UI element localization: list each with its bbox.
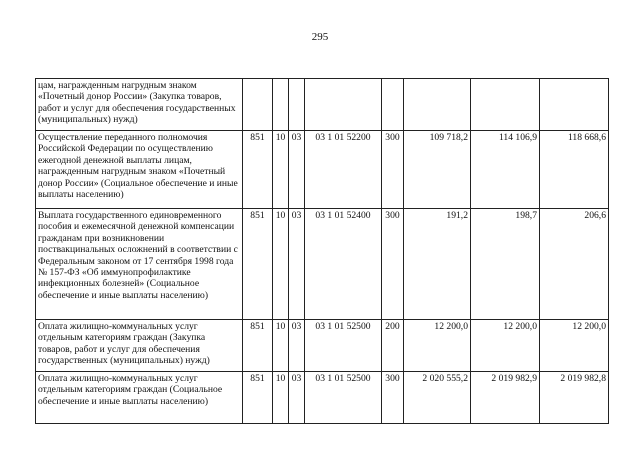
section-code: 10 bbox=[273, 372, 289, 424]
expense-type-code: 300 bbox=[382, 372, 404, 424]
amount-year-2: 114 106,9 bbox=[471, 131, 540, 209]
section-code: 10 bbox=[273, 209, 289, 320]
amount-year-1 bbox=[404, 79, 471, 131]
subsection-code: 03 bbox=[289, 209, 305, 320]
expense-type-code: 300 bbox=[382, 131, 404, 209]
table-row bbox=[36, 320, 609, 372]
amount-year-1: 109 718,2 bbox=[404, 131, 471, 209]
amount-year-1: 191,2 bbox=[404, 209, 471, 320]
subsection-code bbox=[289, 79, 305, 131]
table-row bbox=[36, 131, 609, 209]
section-code: 10 bbox=[273, 131, 289, 209]
item-name: Осуществление переданного полномочия Российской Федерации по осуществлению ежегодной денежной выплаты лицам, награжденным нагрудным знаком «Почетный донор России» (Социальное обеспечение и иные выплаты населению) bbox=[36, 131, 243, 209]
subsection-code: 03 bbox=[289, 131, 305, 209]
amount-year-2: 12 200,0 bbox=[471, 320, 540, 372]
amount-year-2: 2 019 982,9 bbox=[471, 372, 540, 424]
section-code: 10 bbox=[273, 320, 289, 372]
ministry-code: 851 bbox=[243, 209, 273, 320]
budget-table bbox=[35, 78, 609, 424]
amount-year-3: 12 200,0 bbox=[540, 320, 609, 372]
amount-year-3: 206,6 bbox=[540, 209, 609, 320]
amount-year-3 bbox=[540, 79, 609, 131]
expense-type-code bbox=[382, 79, 404, 131]
table-row bbox=[36, 372, 609, 424]
target-article-code: 03 1 01 52400 bbox=[305, 209, 382, 320]
expense-type-code: 300 bbox=[382, 209, 404, 320]
target-article-code: 03 1 01 52500 bbox=[305, 320, 382, 372]
item-name: Оплата жилищно-коммунальных услуг отдельным категориям граждан (Социальное обеспечение и иные выплаты населению) bbox=[36, 372, 243, 424]
target-article-code: 03 1 01 52500 bbox=[305, 372, 382, 424]
section-code bbox=[273, 79, 289, 131]
item-name: Выплата государственного единовременного пособия и ежемесячной денежной компенсации гражданам при возникновении поствакцинальных осложнений в соответствии с Федеральным законом от 17 сентября 1998 года № 157-ФЗ «Об иммунопрофилактике инфекционных болезней» (Социальное обеспечение и иные выплаты населению) bbox=[36, 209, 243, 320]
ministry-code: 851 bbox=[243, 131, 273, 209]
amount-year-1: 2 020 555,2 bbox=[404, 372, 471, 424]
amount-year-3: 2 019 982,8 bbox=[540, 372, 609, 424]
amount-year-2 bbox=[471, 79, 540, 131]
amount-year-1: 12 200,0 bbox=[404, 320, 471, 372]
table-row bbox=[36, 79, 609, 131]
table-row bbox=[36, 209, 609, 320]
target-article-code bbox=[305, 79, 382, 131]
amount-year-3: 118 668,6 bbox=[540, 131, 609, 209]
amount-year-2: 198,7 bbox=[471, 209, 540, 320]
expense-type-code: 200 bbox=[382, 320, 404, 372]
ministry-code: 851 bbox=[243, 372, 273, 424]
subsection-code: 03 bbox=[289, 320, 305, 372]
page-number: 295 bbox=[311, 31, 329, 43]
item-name: цам, награжденным нагрудным знаком «Почетный донор России» (Закупка товаров, работ и услуг для обеспечения государственных (муниципальных) нужд) bbox=[36, 79, 243, 131]
item-name: Оплата жилищно-коммунальных услуг отдельным категориям граждан (Закупка товаров, работ и услуг для обеспечения государственных (муниципальных) нужд) bbox=[36, 320, 243, 372]
subsection-code: 03 bbox=[289, 372, 305, 424]
target-article-code: 03 1 01 52200 bbox=[305, 131, 382, 209]
ministry-code bbox=[243, 79, 273, 131]
ministry-code: 851 bbox=[243, 320, 273, 372]
